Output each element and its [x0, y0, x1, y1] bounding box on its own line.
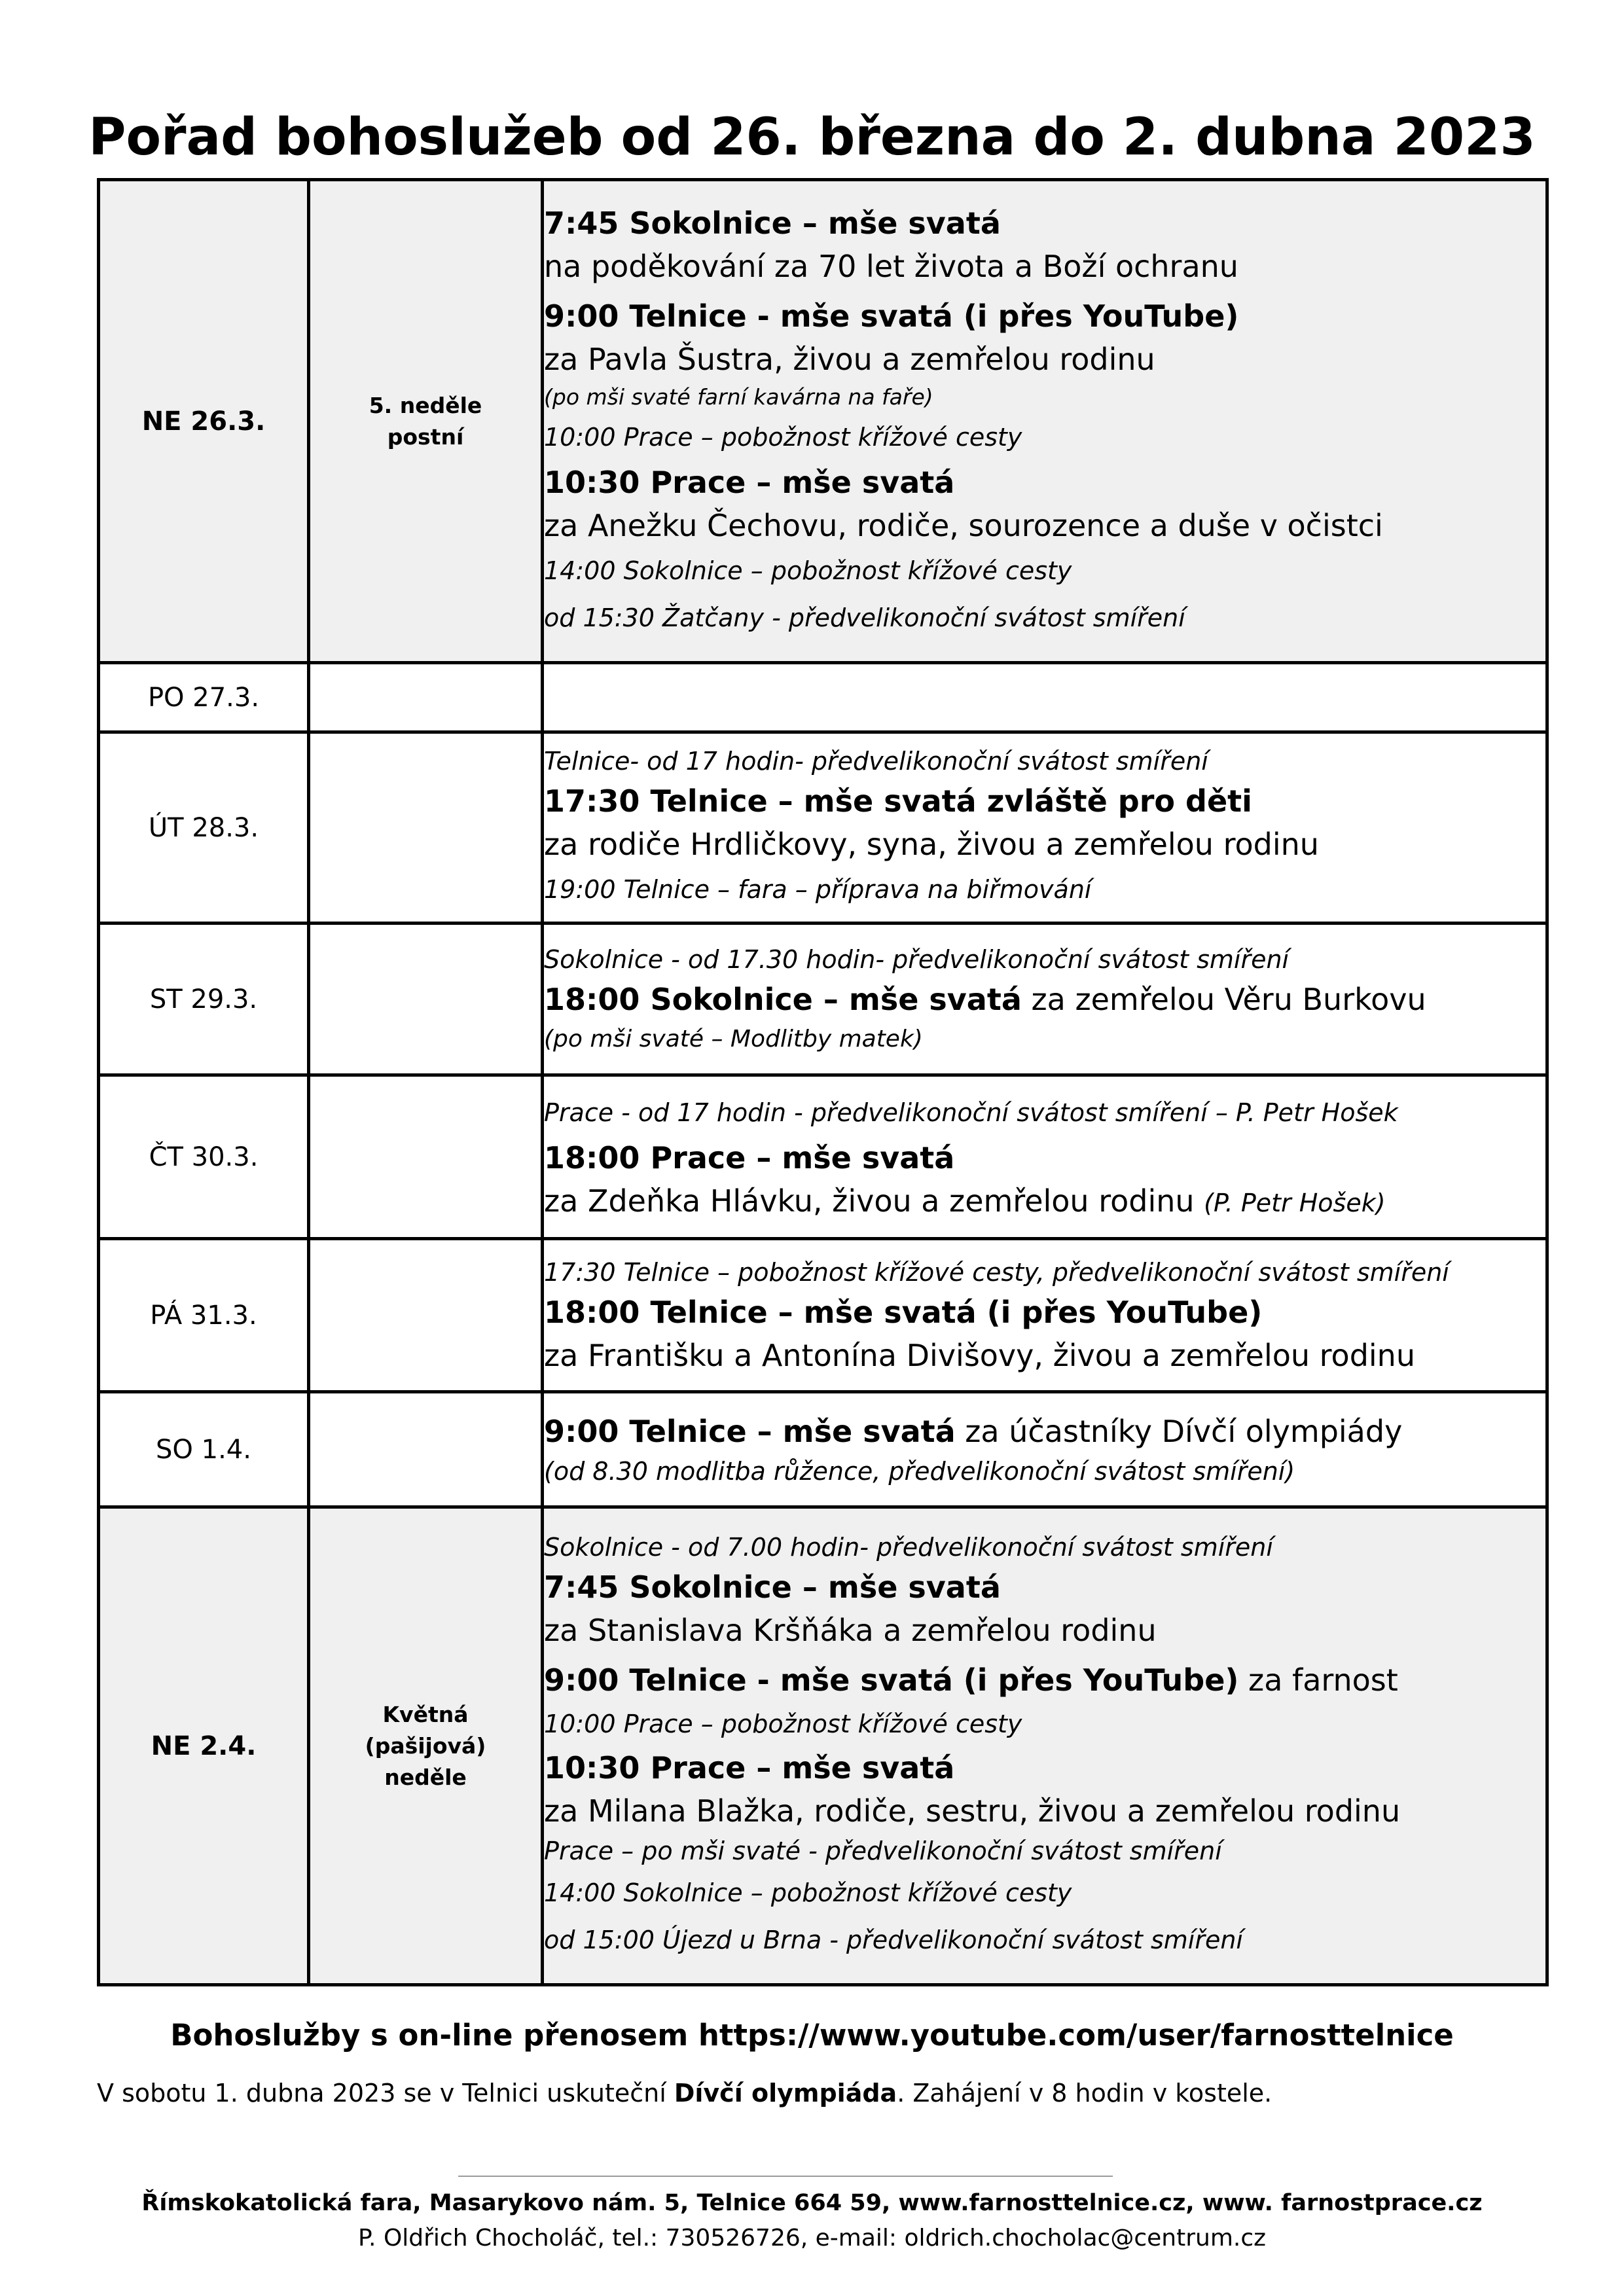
event-note: 14:00 Sokolnice – pobožnost křížové cesty — [544, 1878, 1072, 1907]
events-cell — [543, 732, 1547, 924]
intention-text: za Stanislava Kršňáka a zemřelou rodinu — [544, 1612, 1157, 1648]
events-cell — [543, 924, 1547, 1075]
intention-text: za rodiče Hrdličkovy, syna, živou a zemřelou rodinu — [544, 826, 1319, 862]
day-cell: ST 29.3. — [99, 924, 309, 1075]
event-note: Sokolnice - od 17.30 hodin- předvelikonoční svátost smíření — [544, 944, 1290, 974]
feast-cell — [309, 180, 543, 663]
mass-heading: 10:30 Prace – mše svatá — [544, 464, 955, 500]
announcement-event: Dívčí olympiáda — [674, 2079, 897, 2108]
page-title: Pořad bohoslužeb od 26. března do 2. dubna 2023 — [88, 108, 1536, 167]
feast-line: 5. neděle — [369, 392, 482, 418]
events-cell — [543, 1392, 1547, 1507]
mass-line — [544, 1410, 1545, 1453]
feast-cell — [309, 732, 543, 924]
online-broadcast-info: Bohoslužby s on-line přenosem https://www.youtube.com/user/farnosttelnice — [170, 2018, 1454, 2053]
mass-heading: 9:00 Telnice - mše svatá (i přes YouTube) — [544, 1662, 1239, 1698]
feast-line: Květná — [382, 1701, 469, 1727]
day-cell: PO 27.3. — [99, 663, 309, 732]
event-note: Prace - od 17 hodin - předvelikonoční svátost smíření – P. Petr Hošek — [544, 1098, 1398, 1127]
mass-heading: 9:00 Telnice – mše svatá — [544, 1413, 956, 1449]
feast-cell — [309, 663, 543, 732]
feast-cell — [309, 1392, 543, 1507]
event-note: 10:00 Prace – pobožnost křížové cesty — [544, 422, 1022, 452]
day-cell: ČT 30.3. — [99, 1075, 309, 1239]
event-note: od 15:30 Žatčany - předvelikonoční svátost smíření — [544, 603, 1185, 632]
event-note: 17:30 Telnice – pobožnost křížové cesty, předvelikonoční svátost smíření — [544, 1257, 1449, 1287]
priest-note: (P. Petr Hošek) — [1204, 1189, 1386, 1217]
event-note: Telnice- od 17 hodin- předvelikonoční svátost smíření — [544, 746, 1208, 776]
events-cell — [543, 1507, 1547, 1985]
event-note: (od 8.30 modlitba růžence, předvelikonoční svátost smíření) — [544, 1456, 1295, 1486]
mass-heading: 18:00 Prace – mše svatá — [544, 1140, 955, 1175]
mass-heading: 18:00 Sokolnice – mše svatá — [544, 981, 1022, 1017]
table-row — [99, 1075, 1547, 1239]
intention-text: za Anežku Čechovu, rodiče, sourozence a duše v očistci — [544, 507, 1383, 543]
table-row — [99, 1239, 1547, 1392]
intention-line — [544, 1179, 1545, 1225]
event-note: Sokolnice - od 7.00 hodin- předvelikonoční svátost smíření — [544, 1532, 1273, 1562]
day-cell: ÚT 28.3. — [99, 732, 309, 924]
intention-text: za Františku a Antonína Divišovy, živou a zemřelou rodinu — [544, 1337, 1415, 1373]
table-row — [99, 663, 1547, 732]
events-cell — [543, 180, 1547, 663]
schedule-table — [97, 178, 1549, 1986]
event-note: (po mši svaté farní kavárna na faře) — [544, 384, 933, 410]
footer-contact: P. Oldřich Chocholáč, tel.: 730526726, e-mail: oldrich.chocholac@centrum.cz — [357, 2225, 1267, 2251]
mass-line — [544, 978, 1545, 1021]
intention-text: za Pavla Šustra, živou a zemřelou rodinu — [544, 341, 1155, 377]
feast-cell — [309, 924, 543, 1075]
day-cell: NE 2.4. — [99, 1507, 309, 1985]
events-cell — [543, 1239, 1547, 1392]
intention-text: za účastníky Dívčí olympiády — [955, 1413, 1403, 1449]
table-row — [99, 732, 1547, 924]
mass-heading: 9:00 Telnice - mše svatá (i přes YouTube) — [544, 298, 1239, 334]
table-row — [99, 180, 1547, 663]
feast-line: neděle — [384, 1764, 467, 1790]
event-note: 14:00 Sokolnice – pobožnost křížové cesty — [544, 556, 1072, 585]
mass-heading: 17:30 Telnice – mše svatá zvláště pro děti — [544, 783, 1252, 819]
announcement — [97, 2075, 1272, 2111]
footer-divider — [458, 2176, 1113, 2177]
table-row — [99, 924, 1547, 1075]
mass-heading: 7:45 Sokolnice – mše svatá — [544, 205, 1001, 241]
table-row — [99, 1392, 1547, 1507]
announcement-text: . Zahájení v 8 hodin v kostele. — [897, 2079, 1272, 2108]
event-note: 10:00 Prace – pobožnost křížové cesty — [544, 1709, 1022, 1738]
intention-text: za Milana Blažka, rodiče, sestru, živou a zemřelou rodinu — [544, 1793, 1401, 1829]
mass-line — [544, 1659, 1545, 1702]
footer-address: Římskokatolická fara, Masarykovo nám. 5, Telnice 664 59, www.farnosttelnice.cz, www. farnostprace.cz — [141, 2190, 1483, 2216]
table-row — [99, 1507, 1547, 1985]
day-cell: PÁ 31.3. — [99, 1239, 309, 1392]
mass-heading: 18:00 Telnice – mše svatá (i přes YouTube) — [544, 1294, 1263, 1330]
intention-text: na poděkování za 70 let života a Boží ochranu — [544, 248, 1238, 284]
feast-cell — [309, 1075, 543, 1239]
events-cell — [543, 663, 1547, 732]
announcement-text: V sobotu 1. dubna 2023 se v Telnici uskuteční — [97, 2079, 674, 2108]
mass-heading: 7:45 Sokolnice – mše svatá — [544, 1569, 1001, 1605]
event-note: 19:00 Telnice – fara – příprava na biřmování — [544, 874, 1092, 904]
feast-cell — [309, 1507, 543, 1985]
feast-line: (pašijová) — [365, 1732, 486, 1759]
day-cell: SO 1.4. — [99, 1392, 309, 1507]
mass-heading: 10:30 Prace – mše svatá — [544, 1749, 955, 1785]
feast-cell — [309, 1239, 543, 1392]
feast-line: postní — [387, 423, 464, 450]
intention-text: za zemřelou Věru Burkovu — [1021, 981, 1426, 1017]
event-note: (po mši svaté – Modlitby matek) — [544, 1025, 923, 1052]
event-note: od 15:00 Újezd u Brna - předvelikonoční svátost smíření — [544, 1925, 1243, 1954]
intention-text: za Zdeňka Hlávku, živou a zemřelou rodinu — [544, 1183, 1204, 1219]
day-cell: NE 26.3. — [99, 180, 309, 663]
intention-text: za farnost — [1238, 1662, 1398, 1698]
events-cell — [543, 1075, 1547, 1239]
event-note: Prace – po mši svaté - předvelikonoční svátost smíření — [544, 1836, 1222, 1865]
